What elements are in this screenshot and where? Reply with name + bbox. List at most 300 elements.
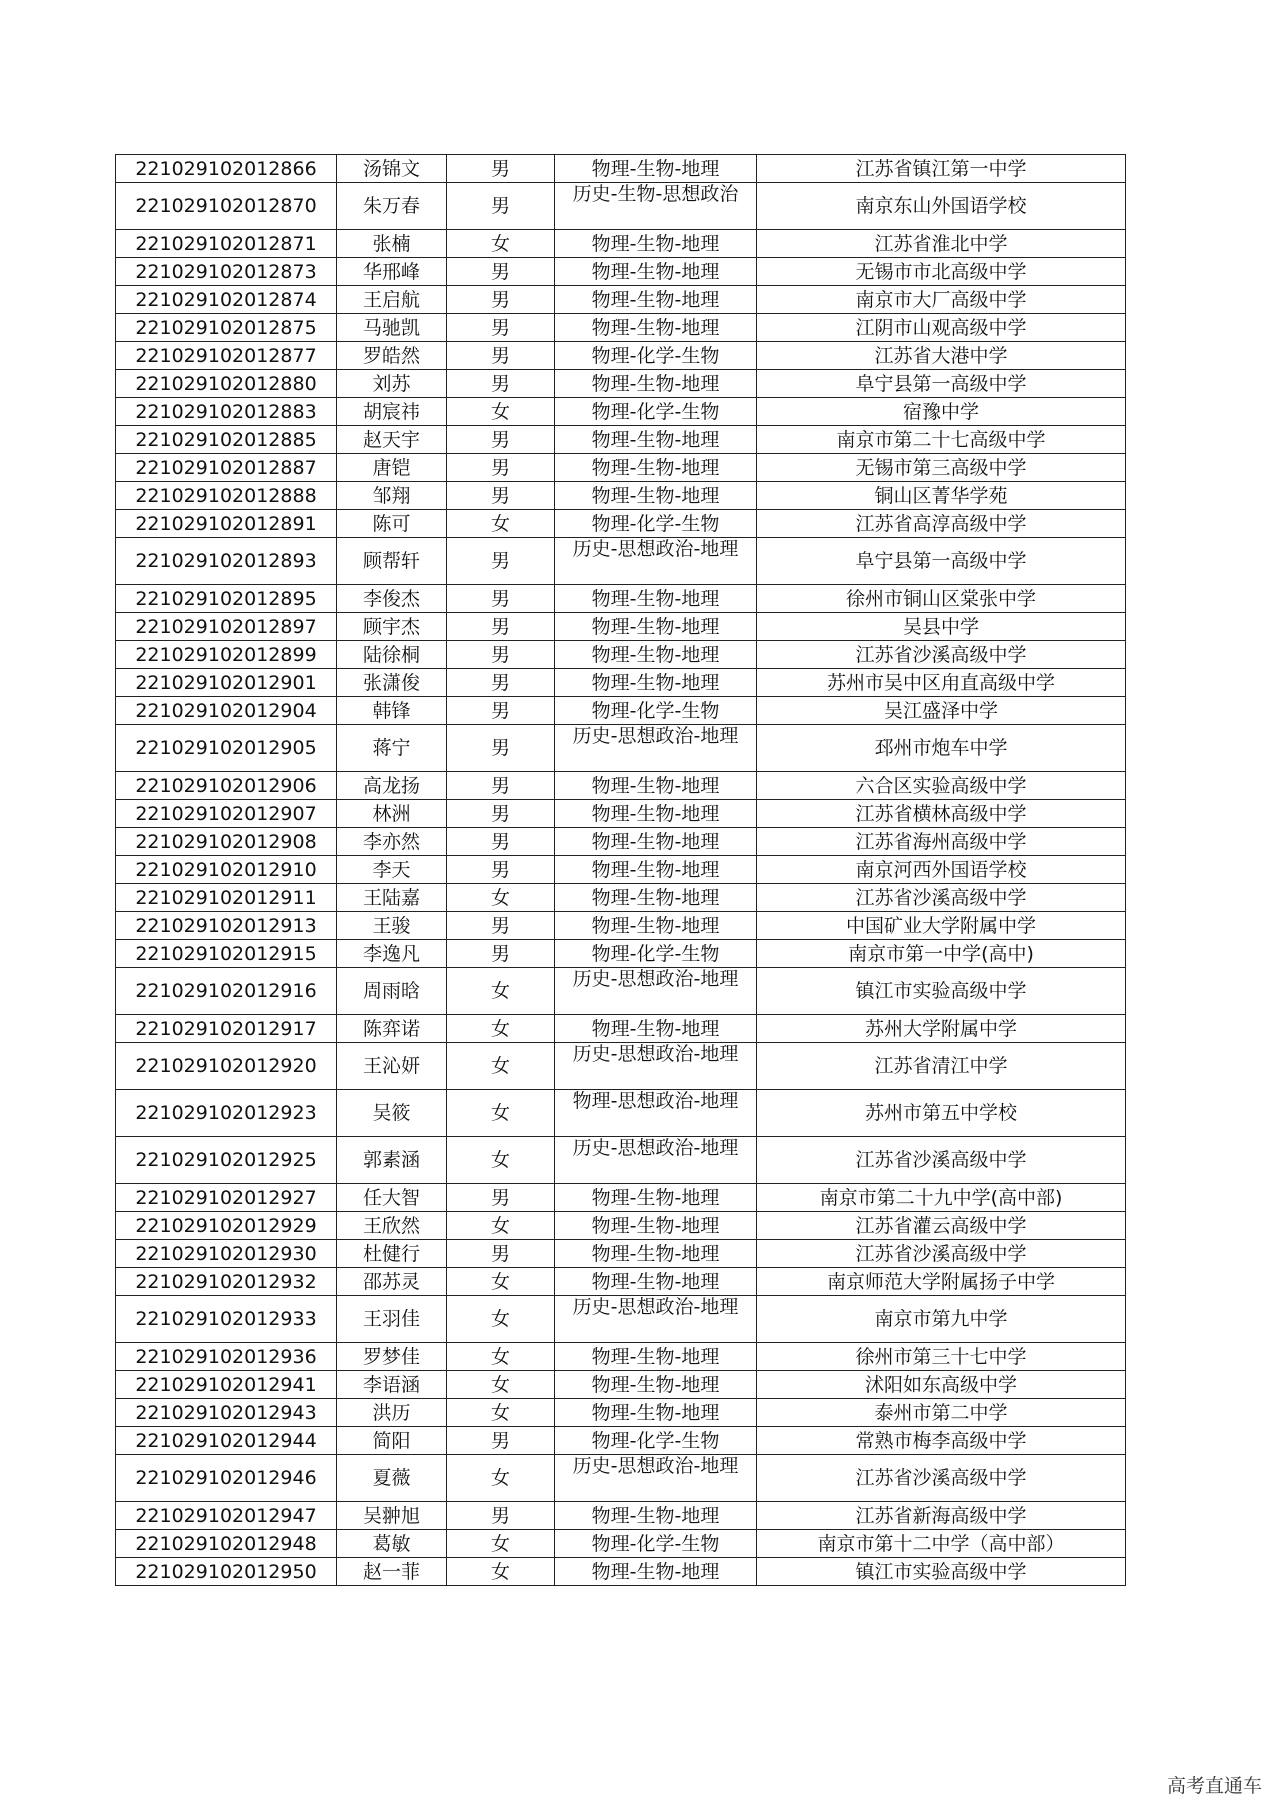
cell-name: 林洲: [337, 800, 447, 828]
cell-gender: 女: [447, 1212, 555, 1240]
cell-name: 汤锦文: [337, 155, 447, 183]
cell-exam-id: 221029102012891: [116, 510, 337, 538]
cell-name: 简阳: [337, 1427, 447, 1455]
cell-name: 王骏: [337, 912, 447, 940]
cell-gender: 女: [447, 398, 555, 426]
cell-exam-id: 221029102012941: [116, 1371, 337, 1399]
cell-gender: 男: [447, 183, 555, 230]
cell-exam-id: 221029102012930: [116, 1240, 337, 1268]
cell-exam-id: 221029102012917: [116, 1015, 337, 1043]
cell-school: 南京市第九中学: [757, 1296, 1126, 1343]
subjects-text: 物理-生物-地理: [591, 831, 720, 852]
subjects-text: 历史-思想政治-地理: [572, 726, 739, 747]
cell-subjects: [555, 370, 757, 398]
cell-subjects: [555, 230, 757, 258]
cell-name: 王沁妍: [337, 1043, 447, 1090]
subjects-text: 历史-生物-思想政治: [572, 184, 739, 205]
cell-gender: 女: [447, 230, 555, 258]
cell-school: 南京东山外国语学校: [757, 183, 1126, 230]
subjects-text: 物理-生物-地理: [591, 1346, 720, 1367]
cell-name: 吴翀旭: [337, 1502, 447, 1530]
subjects-text: 物理-生物-地理: [591, 644, 720, 665]
cell-school: 徐州市铜山区棠张中学: [757, 585, 1126, 613]
cell-subjects: [555, 1184, 757, 1212]
table-row: [116, 828, 1126, 856]
cell-gender: 男: [447, 725, 555, 772]
cell-gender: 男: [447, 454, 555, 482]
cell-exam-id: 221029102012943: [116, 1399, 337, 1427]
cell-gender: 女: [447, 1530, 555, 1558]
subjects-text: 物理-生物-地理: [591, 859, 720, 880]
subjects-text: 物理-生物-地理: [591, 672, 720, 693]
cell-exam-id: 221029102012870: [116, 183, 337, 230]
cell-exam-id: 221029102012916: [116, 968, 337, 1015]
cell-subjects: [555, 884, 757, 912]
cell-subjects: [555, 1015, 757, 1043]
cell-subjects: [555, 1212, 757, 1240]
cell-name: 洪历: [337, 1399, 447, 1427]
cell-school: 江苏省清江中学: [757, 1043, 1126, 1090]
table-row: [116, 968, 1126, 1015]
cell-gender: 女: [447, 1455, 555, 1502]
table-row: [116, 183, 1126, 230]
cell-subjects: [555, 342, 757, 370]
cell-name: 刘苏: [337, 370, 447, 398]
cell-name: 郭素涵: [337, 1137, 447, 1184]
table-row: [116, 1558, 1126, 1586]
cell-school: 江苏省灌云高级中学: [757, 1212, 1126, 1240]
subjects-text: 物理-生物-地理: [591, 233, 720, 254]
cell-name: 李语涵: [337, 1371, 447, 1399]
cell-gender: 男: [447, 800, 555, 828]
cell-subjects: [555, 1043, 757, 1090]
subjects-text: 物理-生物-地理: [591, 1561, 720, 1582]
subjects-text: 物理-生物-地理: [591, 317, 720, 338]
cell-gender: 男: [447, 426, 555, 454]
cell-name: 李亦然: [337, 828, 447, 856]
cell-school: 南京市第二十九中学(高中部): [757, 1184, 1126, 1212]
cell-school: 苏州大学附属中学: [757, 1015, 1126, 1043]
cell-gender: 女: [447, 1043, 555, 1090]
cell-school: 江苏省大港中学: [757, 342, 1126, 370]
cell-name: 顾帮轩: [337, 538, 447, 585]
cell-gender: 女: [447, 968, 555, 1015]
cell-name: 王陆嘉: [337, 884, 447, 912]
cell-school: 吴江盛泽中学: [757, 697, 1126, 725]
cell-gender: 男: [447, 1184, 555, 1212]
subjects-text: 物理-生物-地理: [591, 429, 720, 450]
cell-exam-id: 221029102012874: [116, 286, 337, 314]
cell-gender: 男: [447, 940, 555, 968]
cell-gender: 男: [447, 641, 555, 669]
table-row: [116, 1455, 1126, 1502]
subjects-text: 历史-思想政治-地理: [572, 1456, 739, 1477]
cell-exam-id: 221029102012887: [116, 454, 337, 482]
subjects-text: 物理-生物-地理: [591, 915, 720, 936]
cell-exam-id: 221029102012880: [116, 370, 337, 398]
cell-exam-id: 221029102012933: [116, 1296, 337, 1343]
cell-school: 江苏省沙溪高级中学: [757, 1137, 1126, 1184]
footer-watermark: 高考直通车: [1166, 1775, 1262, 1797]
cell-subjects: [555, 641, 757, 669]
cell-name: 任大智: [337, 1184, 447, 1212]
cell-name: 华邢峰: [337, 258, 447, 286]
cell-subjects: [555, 968, 757, 1015]
cell-name: 夏薇: [337, 1455, 447, 1502]
subjects-text: 物理-化学-生物: [591, 700, 720, 721]
cell-name: 高龙扬: [337, 772, 447, 800]
cell-school: 徐州市第三十七中学: [757, 1343, 1126, 1371]
cell-exam-id: 221029102012923: [116, 1090, 337, 1137]
cell-gender: 男: [447, 828, 555, 856]
cell-subjects: [555, 1137, 757, 1184]
cell-gender: 男: [447, 1427, 555, 1455]
student-table: [115, 154, 1126, 1586]
cell-gender: 男: [447, 482, 555, 510]
cell-exam-id: 221029102012905: [116, 725, 337, 772]
cell-name: 陆徐桐: [337, 641, 447, 669]
cell-school: 阜宁县第一高级中学: [757, 370, 1126, 398]
cell-name: 赵天宇: [337, 426, 447, 454]
table-row: [116, 230, 1126, 258]
cell-subjects: [555, 940, 757, 968]
table-row: [116, 398, 1126, 426]
cell-name: 赵一菲: [337, 1558, 447, 1586]
cell-subjects: [555, 912, 757, 940]
cell-subjects: [555, 856, 757, 884]
cell-name: 马驰凯: [337, 314, 447, 342]
cell-school: 无锡市市北高级中学: [757, 258, 1126, 286]
cell-subjects: [555, 828, 757, 856]
table-row: [116, 1268, 1126, 1296]
cell-school: 吴县中学: [757, 613, 1126, 641]
cell-name: 朱万春: [337, 183, 447, 230]
cell-name: 罗皓然: [337, 342, 447, 370]
cell-subjects: [555, 1343, 757, 1371]
cell-gender: 女: [447, 1015, 555, 1043]
cell-exam-id: 221029102012932: [116, 1268, 337, 1296]
table-row: [116, 912, 1126, 940]
subjects-text: 物理-生物-地理: [591, 616, 720, 637]
cell-exam-id: 221029102012877: [116, 342, 337, 370]
subjects-text: 物理-化学-生物: [591, 345, 720, 366]
cell-name: 罗梦佳: [337, 1343, 447, 1371]
cell-school: 南京市第二十七高级中学: [757, 426, 1126, 454]
cell-school: 镇江市实验高级中学: [757, 1558, 1126, 1586]
table-row: [116, 482, 1126, 510]
table-row: [116, 1399, 1126, 1427]
table-row: [116, 1184, 1126, 1212]
cell-gender: 男: [447, 697, 555, 725]
cell-subjects: [555, 510, 757, 538]
subjects-text: 物理-生物-地理: [591, 485, 720, 506]
subjects-text: 历史-思想政治-地理: [572, 1297, 739, 1318]
subjects-text: 物理-生物-地理: [591, 1215, 720, 1236]
cell-gender: 男: [447, 258, 555, 286]
cell-school: 江苏省海州高级中学: [757, 828, 1126, 856]
cell-subjects: [555, 800, 757, 828]
subjects-text: 物理-生物-地理: [591, 1505, 720, 1526]
table-row: [116, 1296, 1126, 1343]
cell-subjects: [555, 183, 757, 230]
cell-exam-id: 221029102012866: [116, 155, 337, 183]
table-row: [116, 510, 1126, 538]
cell-exam-id: 221029102012901: [116, 669, 337, 697]
subjects-text: 物理-生物-地理: [591, 261, 720, 282]
cell-gender: 女: [447, 884, 555, 912]
cell-exam-id: 221029102012873: [116, 258, 337, 286]
table-row: [116, 641, 1126, 669]
cell-school: 江苏省镇江第一中学: [757, 155, 1126, 183]
cell-gender: 女: [447, 510, 555, 538]
cell-school: 铜山区菁华学苑: [757, 482, 1126, 510]
cell-school: 邳州市炮车中学: [757, 725, 1126, 772]
subjects-text: 物理-生物-地理: [591, 887, 720, 908]
subjects-text: 物理-化学-生物: [591, 513, 720, 534]
cell-exam-id: 221029102012907: [116, 800, 337, 828]
cell-subjects: [555, 669, 757, 697]
cell-exam-id: 221029102012904: [116, 697, 337, 725]
cell-subjects: [555, 1268, 757, 1296]
table-row: [116, 585, 1126, 613]
cell-name: 杜健行: [337, 1240, 447, 1268]
table-row: [116, 286, 1126, 314]
table-row: [116, 1371, 1126, 1399]
cell-gender: 男: [447, 585, 555, 613]
cell-name: 邹翔: [337, 482, 447, 510]
subjects-text: 物理-化学-生物: [591, 1430, 720, 1451]
cell-gender: 男: [447, 314, 555, 342]
subjects-text: 物理-生物-地理: [591, 1402, 720, 1423]
cell-gender: 男: [447, 669, 555, 697]
subjects-text: 历史-思想政治-地理: [572, 1138, 739, 1159]
cell-school: 江苏省淮北中学: [757, 230, 1126, 258]
cell-exam-id: 221029102012946: [116, 1455, 337, 1502]
table-row: [116, 1015, 1126, 1043]
cell-subjects: [555, 1296, 757, 1343]
cell-school: 江苏省高淳高级中学: [757, 510, 1126, 538]
cell-subjects: [555, 725, 757, 772]
cell-school: 江苏省横林高级中学: [757, 800, 1126, 828]
cell-school: 南京市第一中学(高中): [757, 940, 1126, 968]
cell-subjects: [555, 585, 757, 613]
table-row: [116, 725, 1126, 772]
cell-school: 南京师范大学附属扬子中学: [757, 1268, 1126, 1296]
cell-exam-id: 221029102012906: [116, 772, 337, 800]
subjects-text: 物理-生物-地理: [591, 1271, 720, 1292]
subjects-text: 物理-化学-生物: [591, 401, 720, 422]
cell-subjects: [555, 426, 757, 454]
cell-school: 沭阳如东高级中学: [757, 1371, 1126, 1399]
subjects-text: 物理-生物-地理: [591, 158, 720, 179]
cell-subjects: [555, 1530, 757, 1558]
cell-gender: 男: [447, 538, 555, 585]
table-row: [116, 1043, 1126, 1090]
table-row: [116, 884, 1126, 912]
cell-gender: 女: [447, 1268, 555, 1296]
cell-name: 吴筱: [337, 1090, 447, 1137]
cell-exam-id: 221029102012936: [116, 1343, 337, 1371]
cell-exam-id: 221029102012897: [116, 613, 337, 641]
cell-school: 南京市大厂高级中学: [757, 286, 1126, 314]
cell-subjects: [555, 1502, 757, 1530]
cell-gender: 男: [447, 286, 555, 314]
cell-exam-id: 221029102012895: [116, 585, 337, 613]
cell-school: 南京市第十二中学（高中部）: [757, 1530, 1126, 1558]
cell-school: 江苏省新海高级中学: [757, 1502, 1126, 1530]
subjects-text: 物理-生物-地理: [591, 1243, 720, 1264]
subjects-text: 历史-思想政治-地理: [572, 539, 739, 560]
cell-school: 中国矿业大学附属中学: [757, 912, 1126, 940]
table-row: [116, 258, 1126, 286]
cell-school: 江阴市山观高级中学: [757, 314, 1126, 342]
cell-exam-id: 221029102012920: [116, 1043, 337, 1090]
cell-school: 阜宁县第一高级中学: [757, 538, 1126, 585]
subjects-text: 物理-生物-地理: [591, 289, 720, 310]
subjects-text: 物理-思想政治-地理: [572, 1091, 739, 1112]
cell-subjects: [555, 258, 757, 286]
cell-exam-id: 221029102012950: [116, 1558, 337, 1586]
cell-exam-id: 221029102012927: [116, 1184, 337, 1212]
table-row: [116, 342, 1126, 370]
cell-school: 江苏省沙溪高级中学: [757, 884, 1126, 912]
cell-gender: 男: [447, 370, 555, 398]
cell-name: 周雨晗: [337, 968, 447, 1015]
table-row: [116, 800, 1126, 828]
cell-school: 江苏省沙溪高级中学: [757, 641, 1126, 669]
table-row: [116, 1090, 1126, 1137]
cell-gender: 女: [447, 1399, 555, 1427]
cell-subjects: [555, 1427, 757, 1455]
subjects-text: 物理-生物-地理: [591, 457, 720, 478]
cell-school: 镇江市实验高级中学: [757, 968, 1126, 1015]
cell-name: 王羽佳: [337, 1296, 447, 1343]
cell-gender: 男: [447, 856, 555, 884]
cell-subjects: [555, 1240, 757, 1268]
cell-name: 陈弈诺: [337, 1015, 447, 1043]
cell-gender: 女: [447, 1137, 555, 1184]
cell-gender: 女: [447, 1371, 555, 1399]
cell-gender: 女: [447, 1343, 555, 1371]
cell-subjects: [555, 613, 757, 641]
cell-gender: 女: [447, 1558, 555, 1586]
cell-subjects: [555, 772, 757, 800]
subjects-text: 历史-思想政治-地理: [572, 969, 739, 990]
subjects-text: 物理-生物-地理: [591, 1187, 720, 1208]
cell-exam-id: 221029102012908: [116, 828, 337, 856]
cell-subjects: [555, 1399, 757, 1427]
table-row: [116, 697, 1126, 725]
cell-exam-id: 221029102012888: [116, 482, 337, 510]
cell-exam-id: 221029102012944: [116, 1427, 337, 1455]
table-row: [116, 1530, 1126, 1558]
table-row: [116, 1343, 1126, 1371]
cell-exam-id: 221029102012899: [116, 641, 337, 669]
cell-exam-id: 221029102012871: [116, 230, 337, 258]
cell-subjects: [555, 1371, 757, 1399]
table-row: [116, 1427, 1126, 1455]
table-row: [116, 1502, 1126, 1530]
cell-name: 陈可: [337, 510, 447, 538]
cell-exam-id: 221029102012929: [116, 1212, 337, 1240]
subjects-text: 物理-生物-地理: [591, 373, 720, 394]
cell-subjects: [555, 538, 757, 585]
cell-subjects: [555, 155, 757, 183]
cell-subjects: [555, 1090, 757, 1137]
cell-school: 宿豫中学: [757, 398, 1126, 426]
cell-name: 邵苏灵: [337, 1268, 447, 1296]
subjects-text: 物理-生物-地理: [591, 803, 720, 824]
cell-exam-id: 221029102012885: [116, 426, 337, 454]
cell-school: 常熟市梅李高级中学: [757, 1427, 1126, 1455]
cell-name: 张潇俊: [337, 669, 447, 697]
table-row: [116, 1212, 1126, 1240]
table-row: [116, 370, 1126, 398]
cell-gender: 男: [447, 772, 555, 800]
table-row: [116, 1137, 1126, 1184]
table-row: [116, 772, 1126, 800]
subjects-text: 历史-思想政治-地理: [572, 1044, 739, 1065]
cell-name: 李逸凡: [337, 940, 447, 968]
cell-school: 无锡市第三高级中学: [757, 454, 1126, 482]
cell-gender: 男: [447, 342, 555, 370]
cell-subjects: [555, 1558, 757, 1586]
table-row: [116, 426, 1126, 454]
cell-subjects: [555, 1455, 757, 1502]
cell-name: 王启航: [337, 286, 447, 314]
cell-gender: 女: [447, 1090, 555, 1137]
cell-name: 李俊杰: [337, 585, 447, 613]
cell-exam-id: 221029102012883: [116, 398, 337, 426]
cell-name: 顾宇杰: [337, 613, 447, 641]
table-row: [116, 613, 1126, 641]
cell-subjects: [555, 314, 757, 342]
cell-gender: 男: [447, 1240, 555, 1268]
table-row: [116, 155, 1126, 183]
table-row: [116, 669, 1126, 697]
cell-school: 泰州市第二中学: [757, 1399, 1126, 1427]
table-row: [116, 940, 1126, 968]
cell-exam-id: 221029102012893: [116, 538, 337, 585]
cell-gender: 男: [447, 613, 555, 641]
cell-subjects: [555, 398, 757, 426]
cell-name: 胡宸祎: [337, 398, 447, 426]
subjects-text: 物理-生物-地理: [591, 1374, 720, 1395]
cell-name: 张楠: [337, 230, 447, 258]
cell-gender: 男: [447, 155, 555, 183]
subjects-text: 物理-化学-生物: [591, 943, 720, 964]
cell-exam-id: 221029102012910: [116, 856, 337, 884]
cell-gender: 女: [447, 1296, 555, 1343]
table-row: [116, 454, 1126, 482]
cell-subjects: [555, 482, 757, 510]
cell-exam-id: 221029102012913: [116, 912, 337, 940]
table-row: [116, 1240, 1126, 1268]
subjects-text: 物理-生物-地理: [591, 1018, 720, 1039]
cell-school: 六合区实验高级中学: [757, 772, 1126, 800]
cell-name: 李天: [337, 856, 447, 884]
cell-exam-id: 221029102012948: [116, 1530, 337, 1558]
table-row: [116, 856, 1126, 884]
cell-exam-id: 221029102012947: [116, 1502, 337, 1530]
cell-exam-id: 221029102012875: [116, 314, 337, 342]
cell-name: 唐铠: [337, 454, 447, 482]
table-row: [116, 538, 1126, 585]
cell-school: 苏州市第五中学校: [757, 1090, 1126, 1137]
cell-gender: 男: [447, 912, 555, 940]
student-table-body: [116, 155, 1126, 1586]
cell-exam-id: 221029102012915: [116, 940, 337, 968]
